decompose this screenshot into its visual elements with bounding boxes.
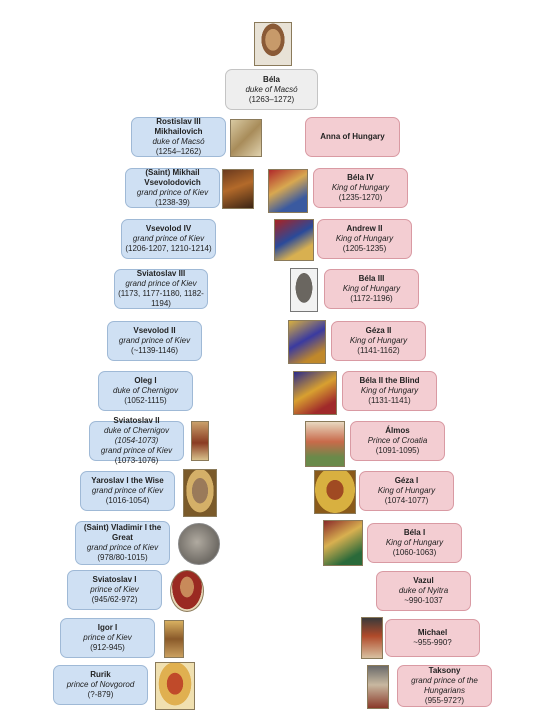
portrait-sviatoslav-ii (191, 421, 209, 461)
node-years: ~955-990? (413, 638, 452, 647)
node-years: (1206-1207, 1210-1214) (125, 244, 212, 253)
node-years: (1141-1162) (357, 346, 400, 355)
node-years: (1016-1054) (105, 496, 150, 505)
node-title: King of Hungary (360, 386, 419, 395)
node-name: (Saint) Vladimir I the Great (83, 523, 162, 542)
node-years: (1091-1095) (375, 446, 420, 455)
node-years: (1073-1076) (114, 456, 159, 465)
portrait-bela-i (323, 520, 363, 566)
portrait-bela-ii (293, 371, 337, 415)
node-name: (Saint) Mikhail Vsevolodovich (144, 168, 201, 187)
node-michael (385, 619, 480, 657)
portrait-bela-iv (268, 169, 308, 213)
node-rurik (53, 665, 148, 705)
node-title: Prince of Croatia (367, 436, 428, 445)
portrait-igor-i (164, 620, 184, 658)
node-title-secondary: grand prince of Kiev (100, 446, 173, 455)
node-almos (350, 421, 445, 461)
portrait-bela-iii (290, 268, 318, 312)
node-name: Béla II the Blind (359, 376, 420, 385)
node-years: (1074-1077) (384, 496, 429, 505)
node-oleg-i (98, 371, 193, 411)
node-name: Álmos (385, 426, 410, 435)
node-title: King of Hungary (377, 486, 436, 495)
node-title: King of Hungary (335, 234, 394, 243)
node-years: (945/62-972) (91, 595, 138, 604)
node-title: King of Hungary (342, 284, 401, 293)
node-geza-i (359, 471, 454, 511)
node-name: Sviatoslav I (92, 575, 137, 584)
node-name: Rostislav III Mikhailovich (154, 117, 203, 136)
node-years: (1052-1115) (124, 396, 167, 405)
node-title: duke of Chernigov (113, 386, 178, 395)
node-years: (1263–1272) (248, 94, 295, 104)
node-sviatoslav-iii (114, 269, 208, 309)
node-vladimir-i (75, 521, 170, 565)
node-name: Béla (263, 74, 280, 84)
node-years: (1060-1063) (392, 548, 437, 557)
node-title: grand prince of Kiev (132, 234, 205, 243)
node-name: Taksony (428, 666, 461, 675)
node-andrew-ii (317, 219, 412, 259)
node-title: grand prince of Kiev (118, 336, 191, 345)
node-geza-ii (331, 321, 426, 361)
node-yaroslav-i (80, 471, 175, 511)
node-name: Michael (417, 628, 448, 637)
node-title: King of Hungary (349, 336, 408, 345)
portrait-rurik (155, 662, 195, 710)
node-taksony (397, 665, 492, 707)
node-title: grand prince of Kiev (136, 188, 209, 197)
node-name: Vsevolod IV (145, 224, 192, 233)
node-sviatoslav-i (67, 570, 162, 610)
node-name: Vazul (413, 576, 434, 585)
node-years: (1205-1235) (342, 244, 387, 253)
node-title: grand prince of Kiev (86, 543, 159, 552)
node-title: prince of Kiev (90, 585, 139, 594)
node-name: Géza II (365, 326, 392, 335)
portrait-andrew-ii (274, 219, 314, 261)
portrait-geza-ii (288, 320, 326, 364)
node-years: (912-945) (90, 643, 125, 652)
node-title: King of Hungary (385, 538, 444, 547)
node-title: King of Hungary (331, 183, 390, 192)
node-rostislav-iii (131, 117, 226, 157)
portrait-almos (305, 421, 345, 467)
node-years: (1172-1196) (350, 294, 393, 303)
portrait-taksony (367, 665, 389, 709)
portrait-sviatoslav-i (170, 570, 204, 612)
portrait-vladimir-i (178, 523, 220, 565)
node-name: Yaroslav I the Wise (91, 476, 164, 485)
node-title: grand prince of the Hungarians (411, 676, 478, 695)
node-name: Anna of Hungary (320, 132, 385, 141)
node-name: Vsevolod II (133, 326, 176, 335)
node-years: (955-972?) (424, 696, 465, 705)
node-bela-i (367, 523, 462, 563)
node-title: duke of Nyitra (398, 586, 449, 595)
node-name: Béla I (403, 528, 426, 537)
node-title: duke of Macsó (245, 84, 298, 94)
node-name: Béla IV (347, 173, 374, 182)
node-title: duke of Chernigov (1054-1073) (104, 426, 169, 445)
node-sviatoslav-ii (89, 416, 184, 465)
node-name: Béla III (358, 274, 385, 283)
node-years: (~1139-1146) (130, 346, 179, 355)
node-years: (?-879) (87, 690, 114, 699)
node-years: (1173, 1177-1180, 1182-1194) (118, 289, 204, 308)
node-vsevolod-iv (121, 219, 216, 259)
node-title: duke of Macsó (152, 137, 205, 146)
node-title: grand prince of Kiev (91, 486, 164, 495)
node-title: prince of Novgorod (66, 680, 135, 689)
portrait-yaroslav-i (183, 469, 217, 517)
node-years: (1238-39) (155, 198, 190, 207)
node-years: (978/80-1015) (97, 553, 148, 562)
portrait-geza-i (314, 470, 356, 514)
node-bela-macso (225, 69, 318, 110)
portrait-michael (361, 617, 383, 659)
node-title: grand prince of Kiev (125, 279, 197, 288)
node-name: Sviatoslav III (136, 269, 186, 278)
node-years: (1235-1270) (338, 193, 383, 202)
node-vazul (376, 571, 471, 611)
portrait-mikhail-vsevolodovich (222, 169, 254, 209)
node-igor-i (60, 618, 155, 658)
node-name: Andrew II (346, 224, 383, 233)
node-bela-iv (313, 168, 408, 208)
node-bela-iii (324, 269, 419, 309)
node-years: (1131-1141) (368, 396, 411, 405)
node-name: Rurik (90, 670, 111, 679)
node-title: prince of Kiev (83, 633, 132, 642)
node-vsevolod-ii (107, 321, 202, 361)
node-mikhail-vsevolodovich (125, 168, 220, 208)
node-anna-of-hungary (305, 117, 400, 157)
node-name: Sviatoslav II (113, 416, 160, 425)
node-years: (1254–1262) (155, 147, 202, 156)
portrait-rostislav-iii (230, 119, 262, 157)
node-name: Géza I (394, 476, 419, 485)
node-name: Igor I (97, 623, 118, 632)
node-years: ~990-1037 (404, 596, 443, 605)
node-bela-ii (342, 371, 437, 411)
node-name: Oleg I (134, 376, 157, 385)
portrait-bela-macso (254, 22, 292, 66)
